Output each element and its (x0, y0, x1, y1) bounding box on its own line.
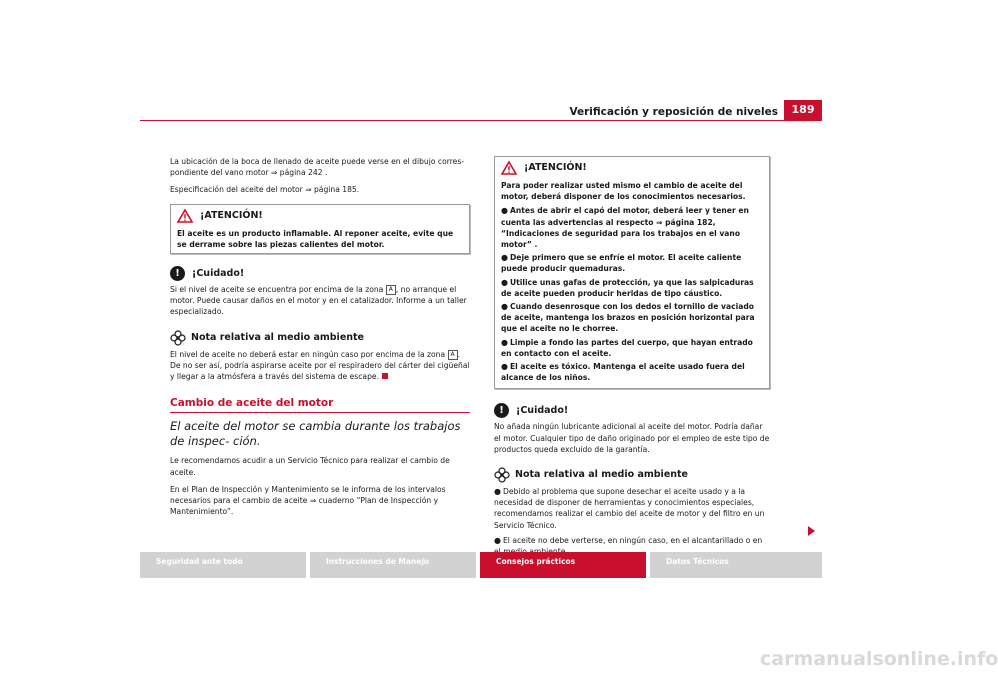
header-rule (140, 120, 822, 121)
paragraph-oil-spec: Especificación del aceite del motor ⇒ página 185. (170, 185, 360, 195)
warning-list-item: ● Cuando desenrosque con los dedos el tornillo de vaciado de aceite, mantenga los brazos en posición horizontal para que el aceite no le chorree. (501, 302, 755, 334)
caution-title: ¡Cuidado! (192, 267, 245, 279)
warning-box (170, 204, 470, 254)
warning-box (494, 156, 770, 389)
left-column (170, 156, 470, 523)
warning-list-item: ● Antes de abrir el capó del motor, deberá leer y tener en cuenta las advertencias al respecto ⇒ página 182, “Indicaciones de seguridad para los trabajos en el vano motor” . (501, 206, 749, 250)
paragraph-inspection-plan: En el Plan de Inspección y Mantenimiento se le informa de los intervalos necesarios para el cambio de aceite ⇒ cuaderno “Plan de Inspección y Mantenimiento”. (170, 484, 446, 517)
warning-triangle-icon (501, 161, 517, 175)
warning-text: El aceite es un producto inflamable. Al reponer aceite, evite que se derrame sobre las piezas calientes del motor. (177, 228, 454, 249)
caution-text: No añada ningún lubricante adicional al aceite del motor. Podría dañar el motor. Cualquier tipo de daño originado por el empleo de este tipo de productos queda excluido de la garantía. (494, 422, 770, 454)
environment-header (170, 330, 470, 346)
zone-a-tag: A (386, 285, 396, 295)
watermark: carmanualsonline.info (760, 648, 998, 670)
environment-header (494, 467, 770, 483)
exclamation-circle-icon: ! (494, 403, 509, 418)
chapter-title: Cambio de aceite del motor (170, 397, 334, 410)
environment-list-item: ● El aceite no debe verterse, en ningún caso, en el alcantarillado o en (494, 535, 763, 545)
caution-header (170, 266, 470, 281)
chapter-rule (170, 412, 470, 413)
page-number: 189 (784, 100, 822, 120)
warning-intro: Para poder realizar usted mismo el cambio de aceite del motor, deberá disponer de los conocimientos necesarios. (501, 181, 746, 202)
end-of-section-mark (382, 373, 388, 379)
paragraph-oil-filler-location: La ubicación de la boca de llenado de aceite puede verse en el dibujo corres- pondiente del vano motor ⇒ página 242 . (170, 157, 465, 178)
environment-list-item: ● Debido al problema que supone desechar el aceite usado y a la necesidad de disponer de herramientas y conocimientos especiales, recomendamos realizar el cambio del aceite de motor y del filtro en un Servicio Técnico. (494, 487, 765, 530)
warning-list-item: ● Deje primero que se enfríe el motor. El aceite caliente puede producir quemaduras. (501, 253, 742, 274)
environment-title: Nota relativa al medio ambiente (515, 469, 689, 481)
warning-title: ¡ATENCIÓN! (200, 210, 263, 221)
warning-triangle-icon (177, 209, 193, 223)
chapter-subtitle: El aceite del motor se cambia durante los trabajos de inspec- ción. (170, 419, 461, 449)
caution-title: ¡Cuidado! (516, 405, 569, 417)
nav-tab-practical-tips[interactable]: Consejos prácticos (480, 552, 646, 578)
warning-header (501, 161, 763, 175)
warning-list-item: ● El aceite es tóxico. Mantenga el aceite usado fuera del alcance de los niños. (501, 362, 745, 383)
paragraph-recommendation: Le recomendamos acudir a un Servicio Técnico para realizar el cambio de aceite. (170, 456, 450, 477)
caution-text: Si el nivel de aceite se encuentra por encima de la zona A , no arranque el motor. Puede causar daños en el motor y en el catalizador. Informe a un taller especializado. (170, 285, 467, 317)
right-column (494, 156, 770, 559)
environment-flower-icon (494, 467, 510, 483)
exclamation-circle-icon: ! (170, 266, 185, 281)
warning-title: ¡ATENCIÓN! (524, 162, 587, 174)
warning-list-item: ● Utilice unas gafas de protección, ya que las salpicaduras de aceite pueden producir heridas de tipo cáustico. (501, 277, 754, 298)
environment-flower-icon (170, 330, 186, 346)
zone-a-tag: A (448, 350, 458, 360)
next-page-arrow-icon[interactable] (808, 526, 815, 536)
caution-header (494, 403, 770, 418)
nav-tab-operating-instructions[interactable]: Instrucciones de Manejo (310, 552, 476, 578)
warning-header (177, 209, 463, 223)
warning-list-item: ● Limpie a fondo las partes del cuerpo, que hayan entrado en contacto con el aceite. (501, 337, 753, 358)
nav-tab-technical-data[interactable]: Datos Técnicos (650, 552, 822, 578)
nav-tab-safety[interactable]: Seguridad ante todo (140, 552, 306, 578)
environment-title: Nota relativa al medio ambiente (191, 332, 365, 344)
environment-text: El nivel de aceite no deberá estar en ningún caso por encima de la zona A . De no ser así, podría aspirarse aceite por el respiradero del cárter del cigüeñal y llegar a la atmósfera a través del sistema de escape. (170, 349, 470, 382)
page-header-title: Verificación y reposición de niveles (569, 106, 778, 118)
